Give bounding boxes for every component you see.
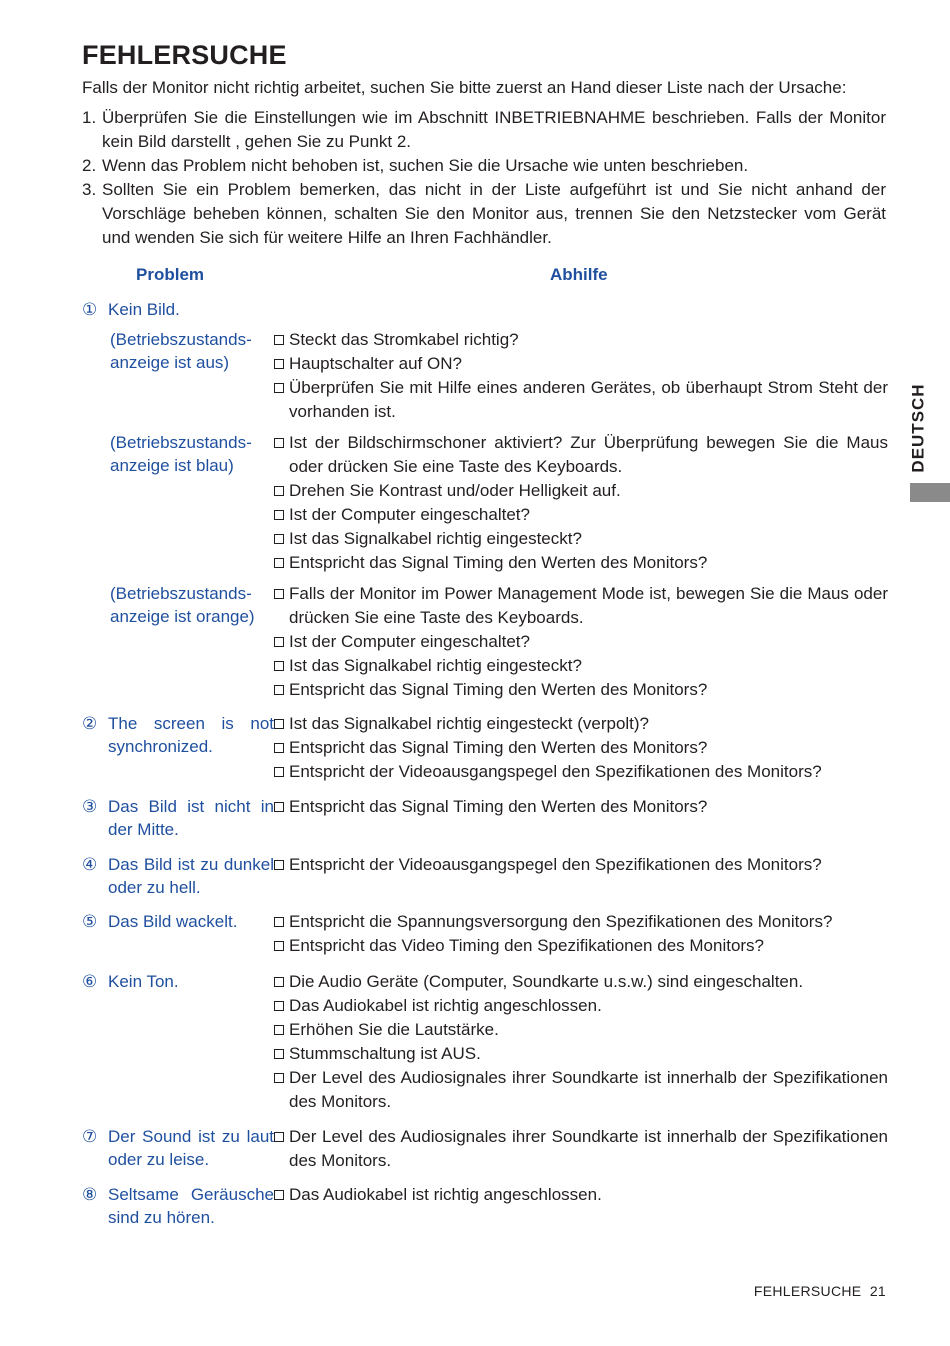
checkbox-icon <box>274 1049 284 1059</box>
remedy-list <box>274 431 888 575</box>
remedy-list <box>274 910 888 958</box>
remedy-item <box>274 853 888 877</box>
remedy-item <box>274 1042 888 1066</box>
problem-label <box>82 712 274 784</box>
checkbox-icon <box>274 743 284 753</box>
remedy-list <box>274 795 888 841</box>
problem-label <box>82 970 274 1114</box>
remedy-item <box>274 582 888 630</box>
checkbox-icon <box>274 1001 284 1011</box>
remedy-item <box>274 994 888 1018</box>
problem-block <box>82 1183 888 1229</box>
remedy-text: Das Audiokabel ist richtig angeschlossen. <box>289 1185 602 1204</box>
checkbox-icon <box>274 860 284 870</box>
status-label <box>82 431 274 575</box>
problem-number: ④ <box>82 855 98 874</box>
remedy-item <box>274 630 888 654</box>
problem-text: Das Bild ist nicht in der Mitte. <box>108 797 274 839</box>
remedy-text: Ist der Computer eingeschaltet? <box>289 632 530 651</box>
remedy-item <box>274 678 888 702</box>
checkbox-icon <box>274 719 284 729</box>
remedy-item <box>274 795 888 819</box>
remedy-text: Das Audiokabel ist richtig angeschlossen. <box>289 996 602 1015</box>
intro-text: Falls der Monitor nicht richtig arbeitet, suchen Sie bitte zuerst an Hand dieser Liste nach der Ursache: <box>82 78 847 97</box>
remedy-spacer <box>274 298 888 321</box>
problem-row <box>82 712 888 784</box>
remedy-text: Entspricht der Videoausgangspegel den Spezifikationen des Monitors? <box>289 855 822 874</box>
problem-number: ⑧ <box>82 1185 98 1204</box>
remedy-item <box>274 1125 888 1173</box>
status-text: (Betriebszustands-anzeige ist aus) <box>110 330 252 372</box>
problem-row <box>82 1125 888 1173</box>
problem-row <box>82 853 888 899</box>
page-number: 21 <box>869 1283 886 1299</box>
checkbox-icon <box>274 383 284 393</box>
checkbox-icon <box>274 685 284 695</box>
problem-label <box>82 853 274 899</box>
checkbox-icon <box>274 438 284 448</box>
checkbox-icon <box>274 589 284 599</box>
remedy-text: Ist das Signalkabel richtig eingesteckt? <box>289 529 582 548</box>
remedy-text: Entspricht das Signal Timing den Werten des Monitors? <box>289 738 708 757</box>
problem-label <box>82 1125 274 1173</box>
status-text: (Betriebszustands-anzeige ist blau) <box>110 433 252 475</box>
remedy-item <box>274 1183 888 1207</box>
checkbox-icon <box>274 335 284 345</box>
remedy-text: Ist das Signalkabel richtig eingesteckt? <box>289 656 582 675</box>
remedy-text: Der Level des Audiosignales ihrer Soundkarte ist innerhalb der Spezifikationen des Monitors. <box>289 1127 888 1170</box>
problem-block <box>82 970 888 1114</box>
remedy-list <box>274 853 888 899</box>
remedy-text: Entspricht der Videoausgangspegel den Spezifikationen des Monitors? <box>289 762 822 781</box>
checkbox-icon <box>274 359 284 369</box>
problem-text: Kein Bild. <box>108 300 180 319</box>
checkbox-icon <box>274 637 284 647</box>
problem-row <box>82 910 888 958</box>
step-text: Wenn das Problem nicht behoben ist, suchen Sie die Ursache wie unten beschrieben. <box>102 156 749 175</box>
problem-block <box>82 712 888 784</box>
remedy-text: Entspricht die Spannungsversorgung den Spezifikationen des Monitors? <box>289 912 833 931</box>
remedy-text: Ist der Computer eingeschaltet? <box>289 505 530 524</box>
checkbox-icon <box>274 1190 284 1200</box>
remedy-item <box>274 1066 888 1114</box>
remedy-list <box>274 1125 888 1173</box>
remedy-item <box>274 527 888 551</box>
checkbox-icon <box>274 558 284 568</box>
remedy-text: Erhöhen Sie die Lautstärke. <box>289 1020 499 1039</box>
problem-text: Das Bild wackelt. <box>108 912 238 931</box>
language-tab <box>904 380 934 476</box>
remedy-text: Entspricht das Signal Timing den Werten des Monitors? <box>289 797 708 816</box>
status-row <box>82 431 888 575</box>
checkbox-icon <box>274 510 284 520</box>
problem-label <box>82 910 274 958</box>
remedy-text: Entspricht das Signal Timing den Werten des Monitors? <box>289 680 708 699</box>
problem-row <box>82 795 888 841</box>
footer-section: FEHLERSUCHE <box>753 1283 862 1299</box>
problem-number: ⑤ <box>82 912 98 931</box>
remedy-item <box>274 910 888 934</box>
checkbox-icon <box>274 1025 284 1035</box>
problem-row <box>82 298 888 321</box>
remedy-list <box>274 1183 888 1229</box>
remedy-text: Ist der Bildschirmschoner aktiviert? Zur Überprüfung bewegen Sie die Maus oder drücken Sie eine Taste des Keyboards. <box>289 433 888 476</box>
remedy-item <box>274 551 888 575</box>
checkbox-icon <box>274 534 284 544</box>
remedy-list <box>274 712 888 784</box>
step-item <box>82 178 886 250</box>
remedy-text: Drehen Sie Kontrast und/oder Helligkeit auf. <box>289 481 621 500</box>
remedy-item <box>274 352 888 376</box>
page-footer <box>754 1283 886 1299</box>
checkbox-icon <box>274 661 284 671</box>
remedy-item <box>274 479 888 503</box>
remedy-text: Ist das Signalkabel richtig eingesteckt (verpolt)? <box>289 714 650 733</box>
remedy-text: Die Audio Geräte (Computer, Soundkarte u.s.w.) sind eingeschalten. <box>289 972 804 991</box>
remedy-item <box>274 376 888 424</box>
problem-text: The screen is not synchronized. <box>108 714 274 756</box>
remedy-item <box>274 654 888 678</box>
status-row <box>82 582 888 702</box>
problem-number: ② <box>82 714 98 733</box>
problem-block <box>82 795 888 841</box>
status-text: (Betriebszustands-anzeige ist orange) <box>110 584 255 626</box>
page-title: FEHLERSUCHE <box>82 40 287 70</box>
problem-number: ⑦ <box>82 1127 98 1146</box>
problem-row <box>82 1183 888 1229</box>
step-item <box>82 154 886 178</box>
remedy-item <box>274 760 888 784</box>
problem-text: Das Bild ist zu dunkel oder zu hell. <box>108 855 274 897</box>
problem-label <box>82 1183 274 1229</box>
problem-block <box>82 910 888 958</box>
problem-row <box>82 970 888 1114</box>
remedy-item <box>274 712 888 736</box>
checkbox-icon <box>274 767 284 777</box>
checkbox-icon <box>274 941 284 951</box>
problem-label <box>82 795 274 841</box>
language-tab-marker <box>910 483 950 502</box>
step-number: 3. <box>82 180 97 199</box>
remedy-item <box>274 970 888 994</box>
checkbox-icon <box>274 802 284 812</box>
remedy-item <box>274 328 888 352</box>
column-header-problem: Problem <box>136 265 205 284</box>
remedy-text: Der Level des Audiosignales ihrer Soundkarte ist innerhalb der Spezifikationen des Monitors. <box>289 1068 888 1111</box>
troubleshooting-table <box>82 298 888 1229</box>
step-number: 2. <box>82 156 97 175</box>
problem-block <box>82 1125 888 1173</box>
remedy-text: Entspricht das Video Timing den Spezifikationen des Monitors? <box>289 936 765 955</box>
problem-number: ③ <box>82 797 98 816</box>
checkbox-icon <box>274 917 284 927</box>
remedy-text: Entspricht das Signal Timing den Werten des Monitors? <box>289 553 708 572</box>
step-text: Überprüfen Sie die Einstellungen wie im Abschnitt INBETRIEBNAHME beschrieben. Falls der Monitor kein Bild darstellt , gehen Sie zu Punkt 2. <box>102 108 886 151</box>
checkbox-icon <box>274 1132 284 1142</box>
problem-block <box>82 853 888 899</box>
problem-label <box>82 298 274 321</box>
language-tab-label: DEUTSCH <box>909 383 929 473</box>
remedy-item <box>274 736 888 760</box>
status-label <box>82 582 274 702</box>
remedy-item <box>274 1018 888 1042</box>
step-text: Sollten Sie ein Problem bemerken, das nicht in der Liste aufgeführt ist und Sie nicht anhand der Vorschläge beheben können, schalten Sie den Monitor aus, trennen Sie den Netzstecker vom Gerät und wenden Sie sich für weitere Hilfe an Ihren Fachhändler. <box>102 180 886 247</box>
problem-text: Kein Ton. <box>108 972 179 991</box>
remedy-list <box>274 582 888 702</box>
checkbox-icon <box>274 977 284 987</box>
problem-text: Seltsame Geräusche sind zu hören. <box>108 1185 274 1227</box>
status-label <box>82 328 274 424</box>
problem-text: Der Sound ist zu laut oder zu leise. <box>108 1127 274 1169</box>
problem-number: ① <box>82 300 98 319</box>
column-header-remedy: Abhilfe <box>550 265 608 284</box>
step-item <box>82 106 886 154</box>
remedy-item <box>274 934 888 958</box>
remedy-text: Überprüfen Sie mit Hilfe eines anderen Gerätes, ob überhaupt Strom Steht der vorhanden ist. <box>289 378 888 421</box>
remedy-text: Hauptschalter auf ON? <box>289 354 462 373</box>
remedy-text: Stummschaltung ist AUS. <box>289 1044 481 1063</box>
problem-number: ⑥ <box>82 972 98 991</box>
checkbox-icon <box>274 1073 284 1083</box>
remedy-text: Steckt das Stromkabel richtig? <box>289 330 519 349</box>
step-number: 1. <box>82 108 97 127</box>
remedy-item <box>274 431 888 479</box>
remedy-list <box>274 328 888 424</box>
steps-list <box>82 106 886 250</box>
checkbox-icon <box>274 486 284 496</box>
status-row <box>82 328 888 424</box>
problem-block <box>82 298 888 702</box>
remedy-text: Falls der Monitor im Power Management Mode ist, bewegen Sie die Maus oder drücken Sie eine Taste des Keyboards. <box>289 584 888 627</box>
remedy-list <box>274 970 888 1114</box>
remedy-item <box>274 503 888 527</box>
